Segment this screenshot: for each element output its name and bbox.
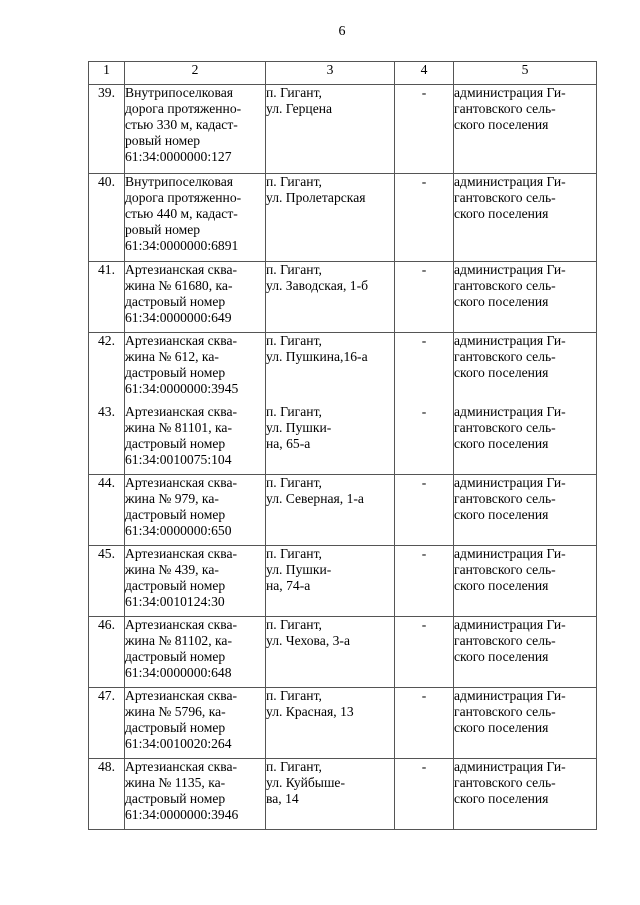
- table-row: [89, 174, 597, 262]
- address-cell: [266, 546, 395, 617]
- row-number: 45.: [89, 546, 125, 617]
- address-cell: [266, 617, 395, 688]
- value-cell: -: [395, 688, 454, 759]
- owner-line: администрация Ги-: [454, 475, 566, 490]
- object-name-cell: [125, 262, 266, 333]
- row-number: 42.: [89, 333, 125, 404]
- object-name-line: дастровый номер: [125, 365, 226, 380]
- table-row: [89, 85, 597, 174]
- property-registry-table: [88, 61, 597, 830]
- address-cell: [266, 404, 395, 475]
- object-name-line: жина № 979, ка-: [125, 491, 219, 506]
- object-name-cell: [125, 546, 266, 617]
- column-header-5: 5: [454, 62, 597, 85]
- object-name-line: 61:34:0000000:6891: [125, 238, 239, 253]
- owner-line: гантовского сель-: [454, 349, 556, 364]
- object-name-cell: [125, 475, 266, 546]
- object-name-line: 61:34:0010020:264: [125, 736, 232, 751]
- address-line: ул. Пушкина,16-а: [266, 349, 368, 364]
- owner-line: ского поселения: [454, 206, 549, 221]
- table-row: [89, 262, 597, 333]
- object-name-cell: [125, 688, 266, 759]
- object-name-line: жина № 61680, ка-: [125, 278, 233, 293]
- owner-cell: [454, 262, 597, 333]
- address-line: ул. Заводская, 1-б: [266, 278, 369, 293]
- table-header-row: [89, 62, 597, 85]
- object-name-cell: [125, 617, 266, 688]
- value-cell: -: [395, 617, 454, 688]
- owner-line: администрация Ги-: [454, 262, 566, 277]
- object-name-line: 61:34:0000000:650: [125, 523, 232, 538]
- object-name-line: стью 330 м, кадаст-: [125, 117, 238, 132]
- address-cell: [266, 85, 395, 174]
- row-number: 48.: [89, 759, 125, 830]
- column-header-3: 3: [266, 62, 395, 85]
- row-number: 43.: [89, 404, 125, 475]
- owner-cell: [454, 333, 597, 404]
- owner-line: ского поселения: [454, 117, 549, 132]
- object-name-line: дастровый номер: [125, 649, 226, 664]
- object-name-line: жина № 81101, ка-: [125, 419, 232, 435]
- table-body: [89, 85, 597, 830]
- owner-cell: [454, 404, 597, 475]
- owner-cell: [454, 85, 597, 174]
- row-number: 46.: [89, 617, 125, 688]
- owner-line: администрация Ги-: [454, 759, 566, 774]
- object-name-line: дорога протяженно-: [125, 190, 242, 205]
- value-cell: -: [395, 85, 454, 174]
- owner-line: гантовского сель-: [454, 491, 556, 506]
- object-name-cell: [125, 174, 266, 262]
- owner-line: гантовского сель-: [454, 775, 556, 790]
- owner-line: гантовского сель-: [454, 704, 556, 719]
- owner-line: ского поселения: [454, 435, 549, 451]
- address-line: п. Гигант,: [266, 174, 322, 189]
- address-line: ул. Пушки-: [266, 562, 332, 577]
- owner-cell: [454, 759, 597, 830]
- owner-line: гантовского сель-: [454, 190, 556, 205]
- value-cell: -: [395, 546, 454, 617]
- object-name-line: ровый номер: [125, 222, 201, 237]
- value-cell: -: [395, 759, 454, 830]
- owner-line: ского поселения: [454, 791, 549, 806]
- page-number: 6: [338, 24, 346, 39]
- object-name-line: Внутрипоселковая: [125, 174, 233, 189]
- object-name-line: жина № 5796, ка-: [125, 704, 226, 719]
- object-name-line: стью 440 м, кадаст-: [125, 206, 238, 221]
- value-cell: -: [395, 404, 454, 475]
- object-name-line: Артезианская сква-: [125, 262, 238, 277]
- value-cell: -: [395, 475, 454, 546]
- address-line: ул. Пролетарская: [266, 190, 366, 205]
- object-name-line: дорога протяженно-: [125, 101, 242, 116]
- table-row: [89, 475, 597, 546]
- row-number: 41.: [89, 262, 125, 333]
- address-line: п. Гигант,: [266, 333, 322, 348]
- owner-line: администрация Ги-: [454, 174, 566, 189]
- table-row: [89, 617, 597, 688]
- object-name-line: 61:34:0010075:104: [125, 451, 232, 467]
- object-name-line: 61:34:0000000:648: [125, 665, 232, 680]
- object-name-line: дастровый номер: [125, 578, 226, 593]
- owner-line: гантовского сель-: [454, 562, 556, 577]
- object-name-line: Артезианская сква-: [125, 475, 238, 490]
- object-name-line: Артезианская сква-: [125, 403, 238, 419]
- owner-cell: [454, 546, 597, 617]
- owner-line: ского поселения: [454, 294, 549, 309]
- address-line: п. Гигант,: [266, 403, 322, 419]
- address-line: п. Гигант,: [266, 85, 322, 100]
- object-name-line: дастровый номер: [125, 507, 226, 522]
- address-line: п. Гигант,: [266, 546, 322, 561]
- object-name-line: жина № 439, ка-: [125, 562, 219, 577]
- object-name-line: жина № 1135, ка-: [125, 775, 226, 790]
- object-name-line: Внутрипоселковая: [125, 85, 233, 100]
- value-cell: -: [395, 262, 454, 333]
- table-row: [89, 688, 597, 759]
- object-name-line: 61:34:0000000:649: [125, 310, 232, 325]
- object-name-cell: [125, 404, 266, 475]
- owner-line: администрация Ги-: [454, 546, 566, 561]
- address-line: п. Гигант,: [266, 688, 322, 703]
- object-name-line: дастровый номер: [125, 791, 226, 806]
- owner-cell: [454, 617, 597, 688]
- object-name-cell: [125, 759, 266, 830]
- column-header-2: 2: [125, 62, 266, 85]
- address-cell: [266, 174, 395, 262]
- object-name-line: 61:34:0010124:30: [125, 594, 225, 609]
- address-line: ул. Куйбыше-: [266, 775, 345, 790]
- address-cell: [266, 333, 395, 404]
- object-name-cell: [125, 333, 266, 404]
- address-line: ва, 14: [266, 791, 299, 806]
- address-line: п. Гигант,: [266, 262, 322, 277]
- object-name-line: Артезианская сква-: [125, 546, 238, 561]
- object-name-line: дастровый номер: [125, 720, 226, 735]
- address-cell: [266, 475, 395, 546]
- owner-cell: [454, 174, 597, 262]
- object-name-line: ровый номер: [125, 133, 201, 148]
- address-line: ул. Пушки-: [266, 419, 332, 435]
- object-name-line: дастровый номер: [125, 435, 226, 451]
- object-name-cell: [125, 85, 266, 174]
- owner-line: гантовского сель-: [454, 419, 556, 435]
- object-name-line: 61:34:0000000:3946: [125, 807, 239, 822]
- owner-line: ского поселения: [454, 649, 549, 664]
- table-row: [89, 759, 597, 830]
- address-line: п. Гигант,: [266, 759, 322, 774]
- column-header-4: 4: [395, 62, 454, 85]
- address-line: на, 65-а: [266, 435, 311, 451]
- owner-line: администрация Ги-: [454, 403, 566, 419]
- object-name-line: Артезианская сква-: [125, 759, 238, 774]
- address-line: ул. Герцена: [266, 101, 333, 116]
- object-name-line: дастровый номер: [125, 294, 226, 309]
- owner-line: ского поселения: [454, 365, 549, 380]
- object-name-line: жина № 612, ка-: [125, 349, 219, 364]
- owner-line: гантовского сель-: [454, 278, 556, 293]
- address-line: п. Гигант,: [266, 617, 322, 632]
- address-line: ул. Чехова, 3-а: [266, 633, 350, 648]
- address-line: ул. Северная, 1-а: [266, 491, 364, 506]
- address-line: на, 74-а: [266, 578, 311, 593]
- row-number: 40.: [89, 174, 125, 262]
- address-cell: [266, 262, 395, 333]
- owner-line: ского поселения: [454, 507, 549, 522]
- owner-line: гантовского сель-: [454, 101, 556, 116]
- object-name-line: 61:34:0000000:127: [125, 149, 232, 164]
- owner-line: гантовского сель-: [454, 633, 556, 648]
- owner-line: ского поселения: [454, 720, 549, 735]
- address-cell: [266, 688, 395, 759]
- object-name-line: Артезианская сква-: [125, 617, 238, 632]
- object-name-line: Артезианская сква-: [125, 333, 238, 348]
- row-number: 47.: [89, 688, 125, 759]
- row-number: 44.: [89, 475, 125, 546]
- owner-cell: [454, 688, 597, 759]
- table-row: [89, 333, 597, 404]
- owner-line: администрация Ги-: [454, 85, 566, 100]
- table-row: [89, 404, 597, 475]
- address-line: ул. Красная, 13: [266, 704, 354, 719]
- value-cell: -: [395, 333, 454, 404]
- address-cell: [266, 759, 395, 830]
- owner-line: ского поселения: [454, 578, 549, 593]
- row-number: 39.: [89, 85, 125, 174]
- value-cell: -: [395, 174, 454, 262]
- object-name-line: 61:34:0000000:3945: [125, 381, 239, 396]
- table-row: [89, 546, 597, 617]
- address-line: п. Гигант,: [266, 475, 322, 490]
- object-name-line: жина № 81102, ка-: [125, 633, 232, 648]
- owner-line: администрация Ги-: [454, 333, 566, 348]
- owner-line: администрация Ги-: [454, 688, 566, 703]
- owner-cell: [454, 475, 597, 546]
- column-header-1: 1: [89, 62, 125, 85]
- owner-line: администрация Ги-: [454, 617, 566, 632]
- object-name-line: Артезианская сква-: [125, 688, 238, 703]
